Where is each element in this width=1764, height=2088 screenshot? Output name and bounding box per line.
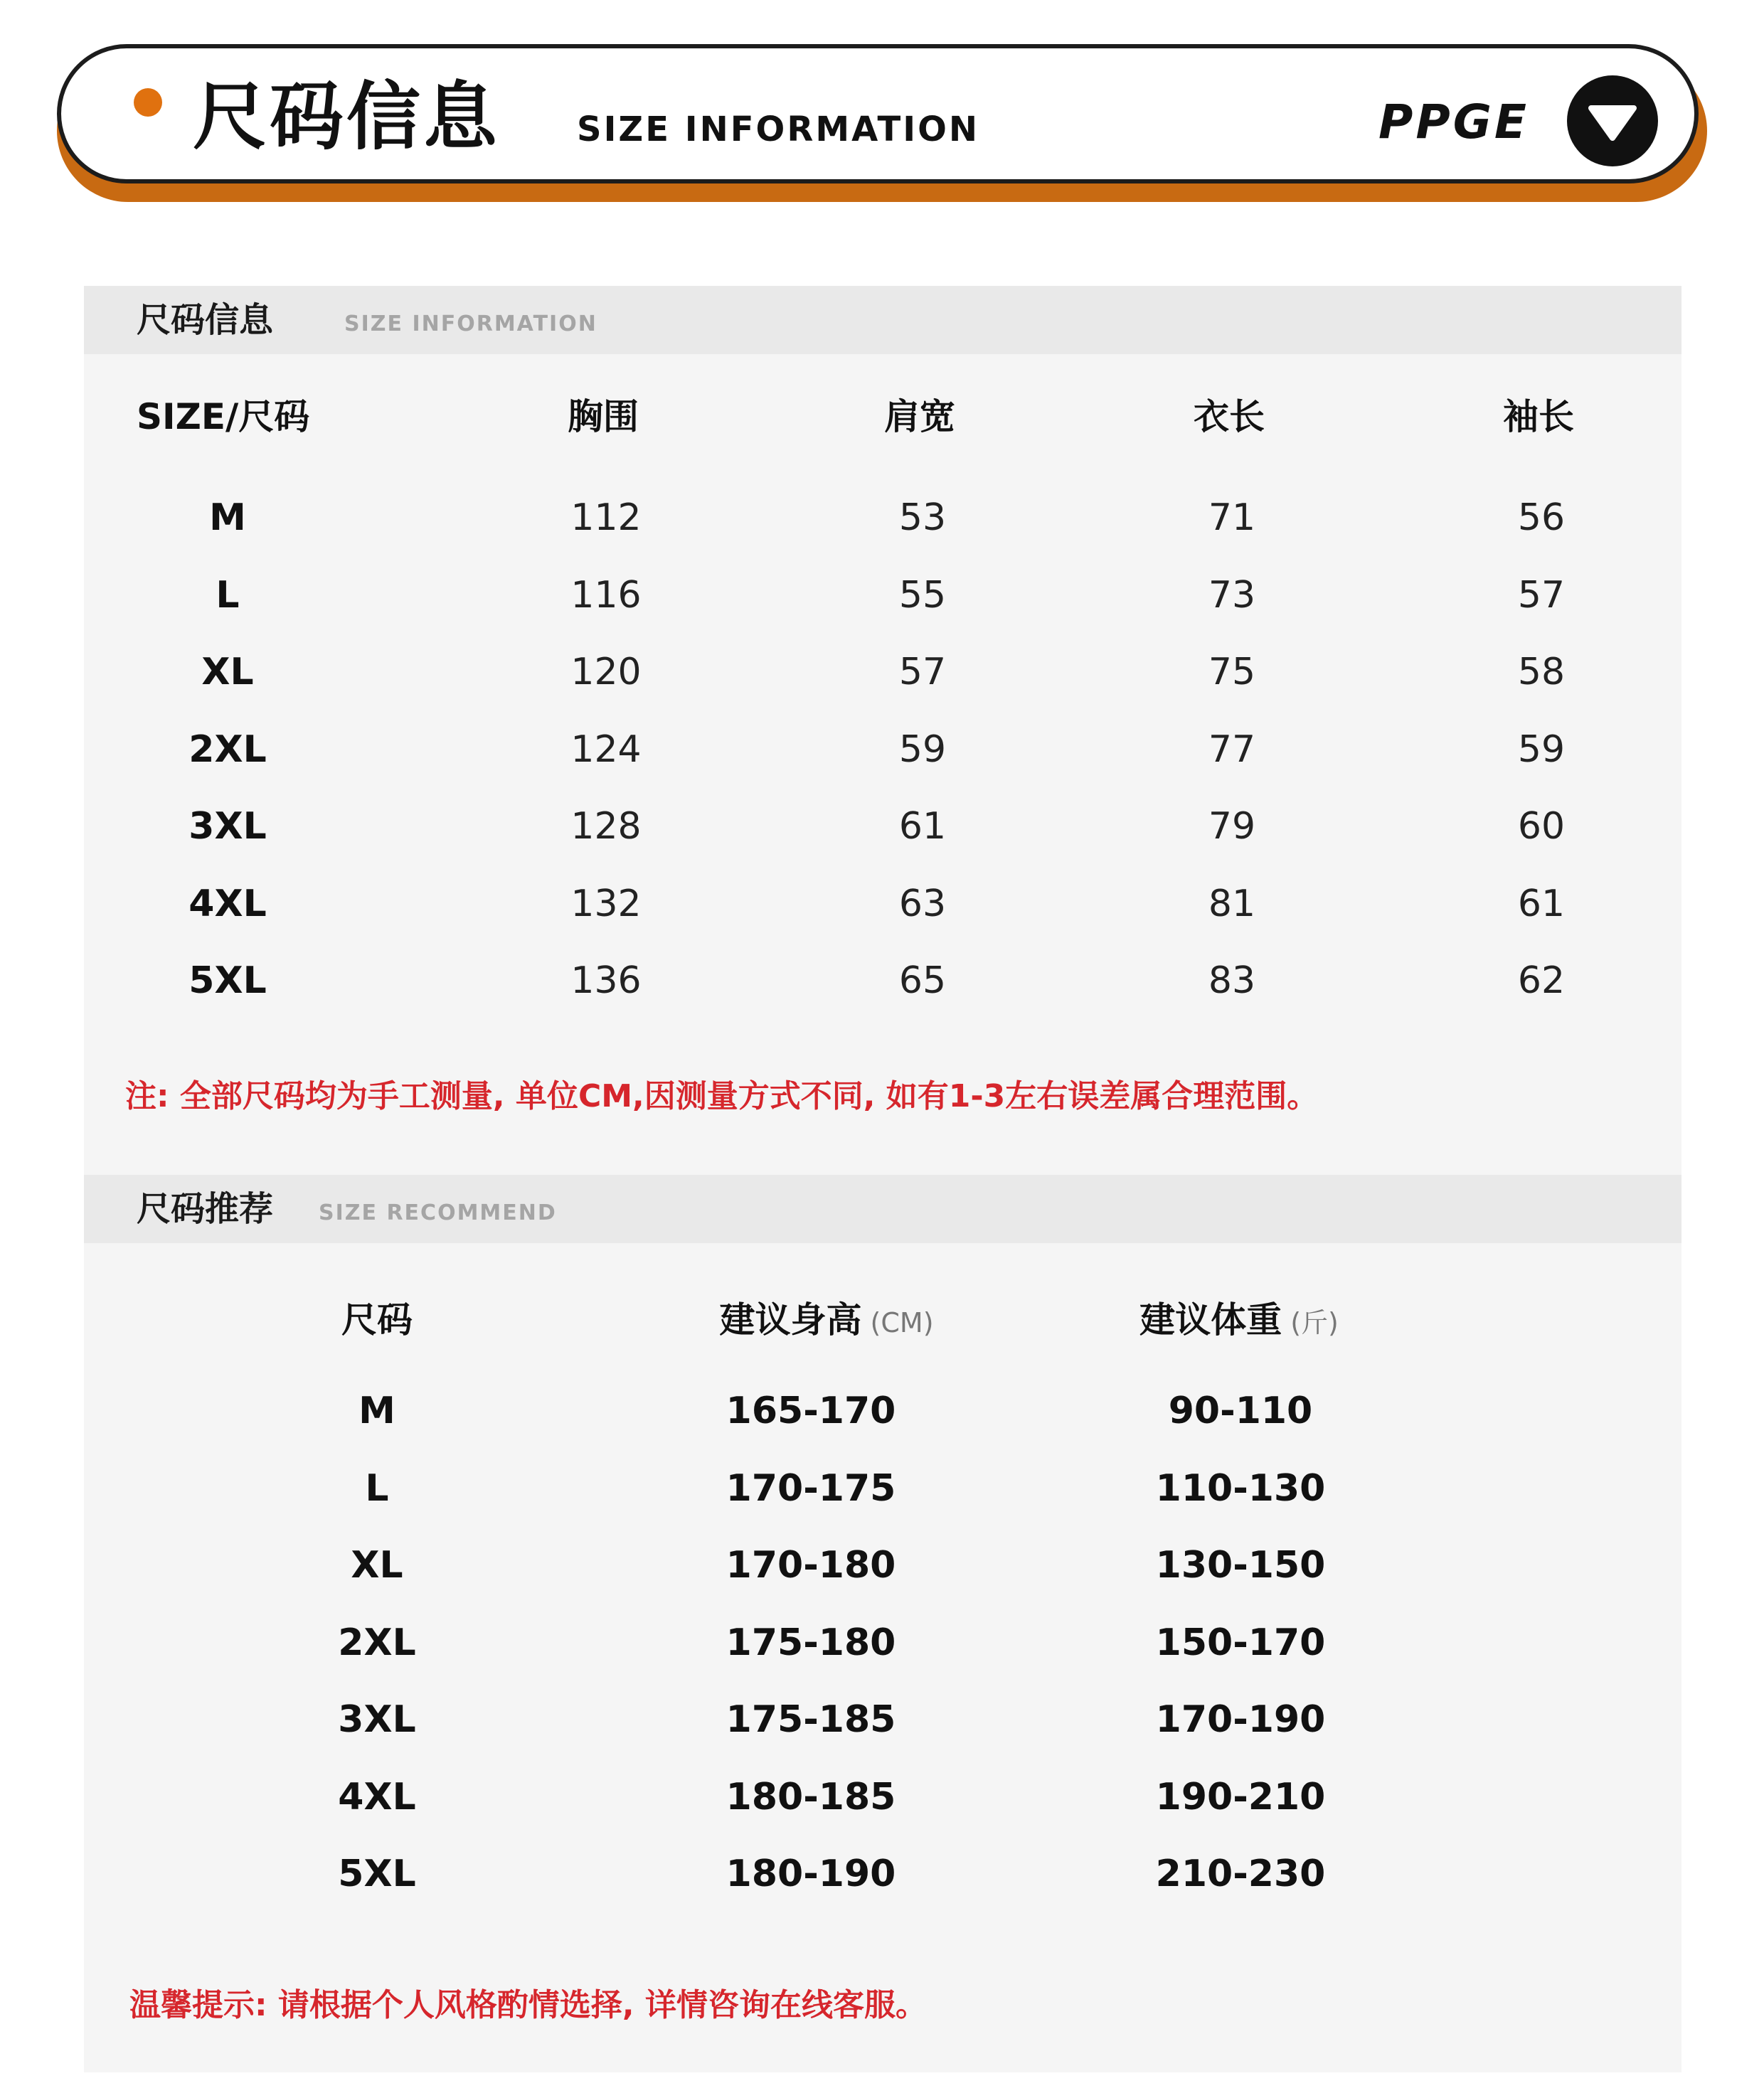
table-cell: 83: [1208, 959, 1256, 1002]
table-cell: 112: [570, 496, 642, 539]
size-cell: 2XL: [338, 1621, 416, 1664]
table-cell: 130-150: [1155, 1544, 1326, 1587]
table-cell: 75: [1208, 651, 1256, 693]
table-cell: 56: [1517, 496, 1566, 539]
table-cell: 57: [1517, 573, 1566, 617]
size-cell: M: [358, 1390, 395, 1432]
table-cell: 73: [1208, 573, 1256, 617]
table-cell: 170-190: [1155, 1698, 1326, 1741]
column-header: 衣长: [1194, 396, 1265, 437]
table-cell: 79: [1208, 805, 1256, 848]
measurement-note: 注: 全部尺码均为手工测量, 单位CM,因测量方式不同, 如有1-3左右误差属合理范围。: [125, 1078, 1319, 1114]
size-cell: 3XL: [188, 805, 267, 848]
size-cell: 5XL: [188, 959, 267, 1002]
table-cell: 55: [898, 573, 947, 617]
table-cell: 60: [1517, 805, 1566, 848]
table-cell: 132: [570, 882, 642, 925]
table-cell: 180-190: [726, 1853, 896, 1895]
table-cell: 62: [1517, 959, 1566, 1002]
table-cell: 210-230: [1155, 1853, 1326, 1895]
column-header: [719, 1299, 933, 1344]
section-title: 尺码推荐: [137, 1189, 274, 1229]
table-cell: 59: [898, 728, 947, 771]
column-unit: (斤): [1282, 1307, 1339, 1338]
size-cell: 5XL: [338, 1853, 416, 1895]
size-cell: 3XL: [338, 1698, 416, 1741]
table-cell: 63: [898, 882, 947, 925]
accent-dot-icon: [134, 88, 162, 117]
size-cell: L: [365, 1466, 389, 1510]
size-info-panel: [84, 286, 1681, 1175]
table-cell: 128: [570, 805, 642, 848]
table-cell: 58: [1517, 651, 1566, 693]
size-cell: 2XL: [188, 728, 267, 771]
table-cell: 116: [570, 573, 642, 617]
section-title: 尺码信息: [137, 300, 274, 340]
size-recommend-panel: [84, 1175, 1681, 2072]
page-title: 尺码信息: [193, 73, 501, 160]
size-cell: L: [216, 573, 240, 617]
table-cell: 81: [1208, 882, 1256, 925]
tip-note: 温馨提示: 请根据个人风格酌情选择, 详情咨询在线客服。: [129, 1987, 927, 2023]
size-cell: XL: [201, 651, 254, 693]
page-subtitle: SIZE INFORMATION: [577, 110, 980, 149]
table-cell: 170-175: [726, 1466, 896, 1510]
header-banner: [57, 44, 1707, 202]
column-header-label: 建议体重: [1139, 1299, 1282, 1341]
table-cell: 175-185: [726, 1698, 896, 1741]
table-cell: 124: [570, 728, 642, 771]
table-cell: 90-110: [1168, 1390, 1313, 1432]
column-header: 胸围: [568, 396, 639, 437]
section-subtitle: SIZE INFORMATION: [344, 311, 597, 336]
table-cell: 59: [1517, 728, 1566, 771]
column-header-label: 建议身高: [719, 1299, 862, 1341]
chevron-down-icon: [1567, 75, 1658, 166]
column-unit: (CM): [861, 1307, 934, 1338]
brand-logo: PPGE: [1378, 95, 1530, 149]
table-cell: 71: [1208, 496, 1256, 539]
size-recommend-header: [84, 1175, 1681, 1243]
table-cell: 150-170: [1155, 1621, 1326, 1664]
column-header: 肩宽: [884, 396, 955, 437]
table-cell: 175-180: [726, 1621, 896, 1664]
table-cell: 165-170: [726, 1390, 896, 1432]
table-cell: 61: [898, 805, 947, 848]
table-cell: 110-130: [1155, 1466, 1326, 1510]
table-cell: 53: [898, 496, 947, 539]
column-header: 袖长: [1503, 396, 1574, 437]
table-cell: 65: [898, 959, 947, 1002]
table-cell: 190-210: [1155, 1775, 1326, 1818]
table-cell: 77: [1208, 728, 1256, 771]
table-cell: 61: [1517, 882, 1566, 925]
size-cell: 4XL: [338, 1775, 416, 1818]
size-cell: XL: [351, 1544, 403, 1587]
header-pill: [57, 44, 1699, 183]
dropdown-button[interactable]: [1567, 75, 1658, 166]
table-cell: 136: [570, 959, 642, 1002]
column-header-label: 尺码: [341, 1299, 413, 1341]
size-info-header: [84, 286, 1681, 354]
column-header: [1139, 1299, 1339, 1344]
table-cell: 180-185: [726, 1775, 896, 1818]
column-header: SIZE/尺码: [137, 396, 310, 437]
table-cell: 57: [898, 651, 947, 693]
table-cell: 120: [570, 651, 642, 693]
column-header: [341, 1299, 413, 1341]
table-cell: 170-180: [726, 1544, 896, 1587]
section-subtitle: SIZE RECOMMEND: [319, 1200, 557, 1225]
size-cell: 4XL: [188, 882, 267, 925]
size-cell: M: [209, 496, 246, 539]
